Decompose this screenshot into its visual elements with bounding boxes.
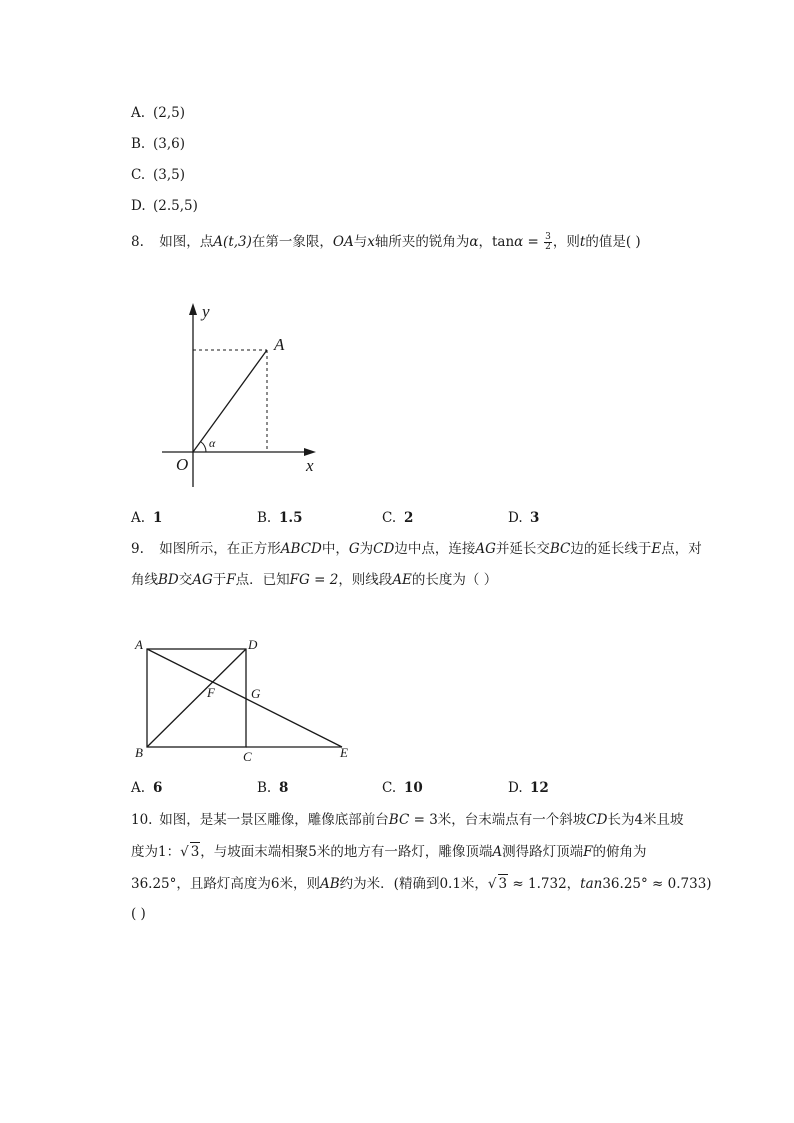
label-c: C <box>243 749 252 764</box>
label-a: A <box>274 335 285 354</box>
q7-option-a: A. (2,5) <box>131 105 186 121</box>
label-y: y <box>202 302 210 321</box>
label-b: B <box>135 745 143 760</box>
label-x: x <box>306 456 314 475</box>
q8-stem: 8. 如图，点A(t,3)在第一象限，OA与x轴所夹的锐角为α，tanα = $\frac{3}{2}$ ，则t的值是( ) <box>131 232 641 252</box>
q8-coordinate-figure <box>150 295 340 495</box>
label-alpha: α <box>209 436 216 450</box>
q9-stem-line2: 角线BD交AG于F点．已知FG = 2，则线段AE的长度为（ ） <box>131 572 498 588</box>
q8-option-b: B. 1.5 <box>257 510 303 526</box>
q9-square-figure <box>130 633 360 768</box>
y-axis-arrow-icon <box>189 303 197 315</box>
q7-option-b: B. (3,6) <box>131 136 186 152</box>
angle-arc <box>201 442 207 453</box>
q8-option-a: A. 1 <box>131 510 163 526</box>
q10-stem-line1: 10. 如图，是某一景区雕像，雕像底部前台BC = 3米，台末端点有一个斜坡CD长为4米且坡 <box>131 812 684 828</box>
label-f: F <box>207 685 215 700</box>
q7-option-d: D. (2.5,5) <box>131 198 198 214</box>
q9-stem-line1: 9. 如图所示，在正方形ABCD中，G为CD边中点，连接AG并延长交BC边的延长线于E点，对 <box>131 541 702 557</box>
label-o: O <box>176 455 189 474</box>
segment-ae <box>147 649 342 747</box>
q10-answer-bracket: ( ) <box>131 906 146 922</box>
label-a: A <box>135 637 143 652</box>
q7-option-c: C. (3,5) <box>131 167 186 183</box>
label-d: D <box>248 637 258 652</box>
q9-option-d: D. 12 <box>508 780 549 796</box>
diagonal-bd <box>147 649 246 747</box>
fraction-3-over-2: $\frac{3}{2}$ <box>545 232 551 252</box>
q9-option-b: B. 8 <box>257 780 289 796</box>
segment-oa <box>193 350 267 452</box>
q10-stem-line2: 度为1：√ 3，与坡面末端相聚5米的地方有一路灯，雕像顶端A测得路灯顶端F的俯角为 <box>131 844 647 860</box>
q8-option-d: D. 3 <box>508 510 540 526</box>
q9-option-a: A. 6 <box>131 780 163 796</box>
label-e: E <box>340 745 348 760</box>
sqrt-icon: √ <box>487 876 497 892</box>
x-axis-arrow-icon <box>304 448 316 456</box>
q10-stem-line3: 36.25°，且路灯高度为6米，则AB约为米．(精确到0.1米，√ 3 ≈ 1.732，tan36.25° ≈ 0.733) <box>131 876 712 892</box>
q8-option-c: C. 2 <box>382 510 414 526</box>
label-g: G <box>251 686 261 701</box>
q9-option-c: C. 10 <box>382 780 423 796</box>
sqrt-icon: √ <box>180 844 189 860</box>
